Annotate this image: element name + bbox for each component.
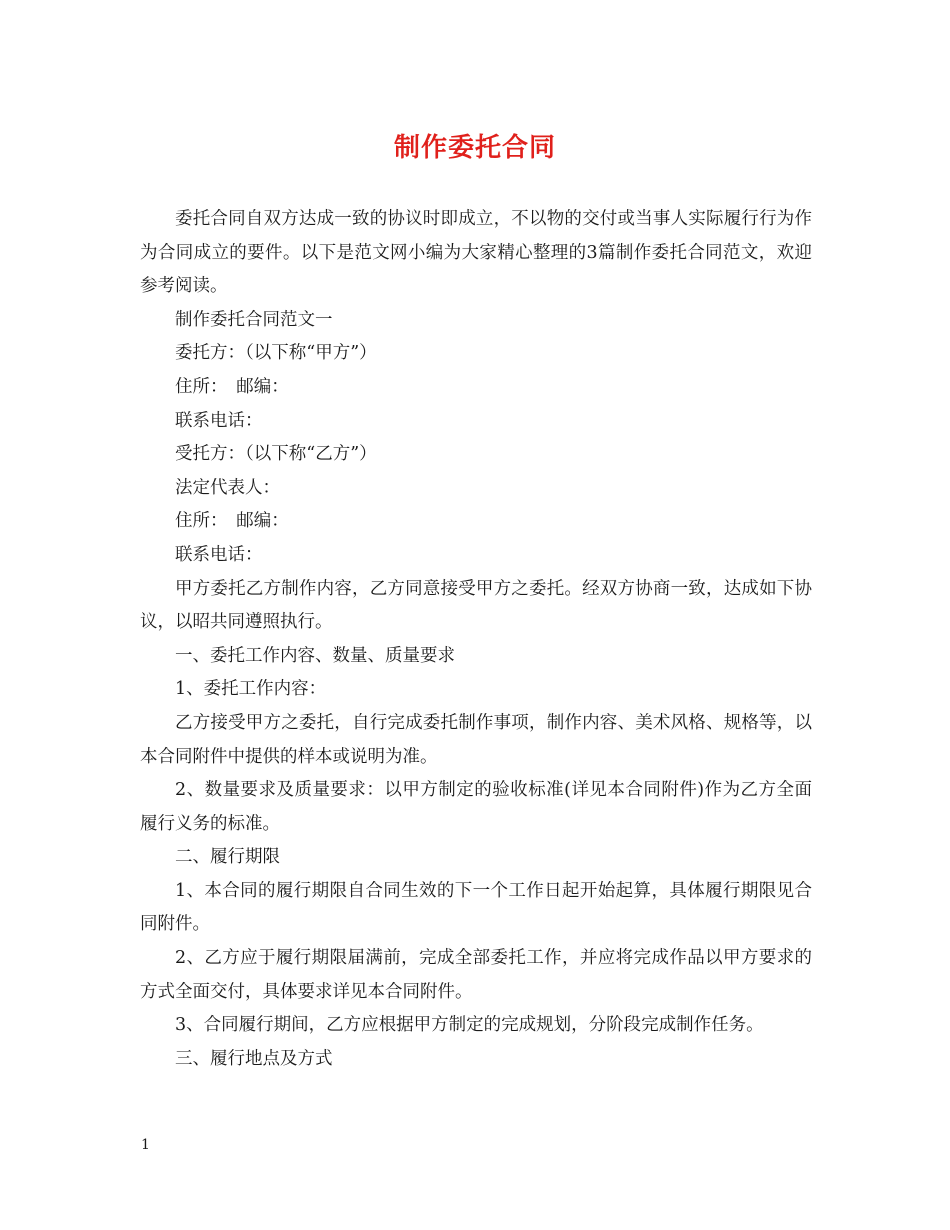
page-number: 1	[141, 1137, 150, 1153]
section-2-heading: 二、履行期限	[175, 847, 280, 868]
section-2-item-3: 3、合同履行期间，乙方应根据甲方制定的完成规划，分阶段完成制作任务。	[175, 1015, 764, 1036]
section-2-item-2: 2、乙方应于履行期限届满前，完成全部委托工作，并应将完成作品以甲方要求的方式全面交付，具体要求详见本合同附件。	[140, 948, 812, 1002]
legal-representative-line: 法定代表人：	[175, 477, 280, 498]
document-title: 制作委托合同	[393, 133, 556, 163]
agreement-paragraph: 甲方委托乙方制作内容，乙方同意接受甲方之委托。经双方协商一致，达成如下协议，以昭共同遵照执行。	[140, 578, 812, 633]
client-phone-line: 联系电话：	[175, 410, 263, 431]
sample-heading: 制作委托合同范文一	[175, 309, 333, 330]
contractor-address-line: 住所： 邮编：	[175, 511, 289, 532]
section-3-heading: 三、履行地点及方式	[175, 1048, 333, 1069]
section-1-item-2: 2、数量要求及质量要求：以甲方制定的验收标准(详见本合同附件)作为乙方全面履行义务的标准。	[140, 780, 812, 834]
section-1-item-1-body: 乙方接受甲方之委托，自行完成委托制作事项，制作内容、美术风格、规格等，以本合同附件中提供的样本或说明为准。	[140, 712, 812, 767]
client-line: 委托方：（以下称“甲方”）	[175, 343, 377, 364]
client-address-line: 住所： 邮编：	[175, 376, 289, 397]
document-body	[140, 203, 812, 1076]
section-2-item-1: 1、本合同的履行期限自合同生效的下一个工作日起开始起算，具体履行期限见合同附件。	[140, 880, 812, 935]
contractor-phone-line: 联系电话：	[175, 544, 263, 565]
intro-paragraph: 委托合同自双方达成一致的协议时即成立，不以物的交付或当事人实际履行行为作为合同成立的要件。以下是范文网小编为大家精心整理的3篇制作委托合同范文，欢迎参考阅读。	[140, 209, 812, 297]
section-1-item-1-heading: 1、委托工作内容：	[175, 679, 327, 700]
section-1-heading: 一、委托工作内容、数量、质量要求	[175, 645, 455, 666]
contractor-line: 受托方：（以下称“乙方”）	[175, 444, 377, 465]
